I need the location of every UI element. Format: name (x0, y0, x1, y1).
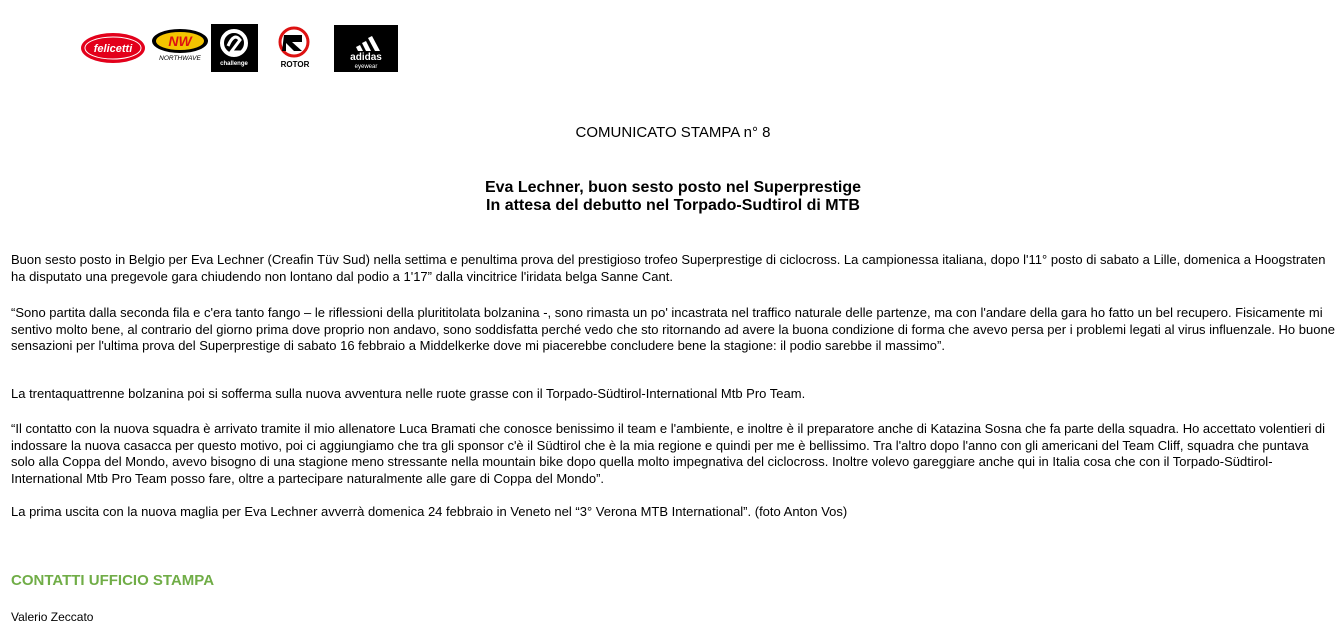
northwave-logo-text: NORTHWAVE (159, 55, 201, 62)
title-line-2: In attesa del debutto nel Torpado-Sudtirol di MTB (486, 197, 860, 214)
press-release-heading: COMUNICATO STAMPA n° 8 (575, 124, 771, 141)
felicetti-logo-text: felicetti (93, 43, 133, 55)
contacts-heading: CONTATTI UFFICIO STAMPA (11, 572, 215, 589)
rotor-logo-text: ROTOR (280, 60, 310, 69)
paragraph-5 (11, 504, 1336, 521)
paragraph-1-text: Buon sesto posto in Belgio per Eva Lechner (Creafin Tüv Sud) nella settima e penultima prova del prestigioso trofeo Superprestige di ciclocross. La campionessa italiana, dopo l'11° posto di sabato a Lille, domenica a Hoogstraten ha disputato una pregevole gara chiudendo non lontano dal podio a 1'17” dalla vincitrice l'iridata belga Sanne Cant. (11, 252, 1326, 284)
challenge-logo-text: challenge (220, 61, 248, 67)
press-release-title (0, 179, 1340, 215)
paragraph-5-text: La prima uscita con la nuova maglia per Eva Lechner avverrà domenica 24 febbraio in Veneto nel “3° Verona MTB International”. (foto Anton Vos) (11, 504, 848, 519)
adidas-sub-text: eyewear (354, 64, 378, 70)
rotor-logo (274, 26, 316, 70)
paragraph-2 (11, 305, 1336, 355)
paragraph-4-text: “Il contatto con la nuova squadra è arrivato tramite il mio allenatore Luca Bramati che conosce benissimo il team e l'ambiente, e inoltre è il preparatore anche di Katazina Sosna che fa parte della squadra. Ho accettato volentieri di indossare la nuova casacca per questo motivo, poi ci aggiungiamo che tra gli sponsor c'è il Südtirol che è la mia regione e quindi per me è bellissimo. Tra l'altro dopo l'anno con gli americani del Team Cliff, squadra che puntava solo alla Coppa del Mondo, avevo bisogno di una stagione meno stressante nella mountain bike dopo quella molto impegnativa del ciclocross. Inoltre volevo gareggiare anche qui in Italia cosa che con il Torpado-Südtirol-International Mtb Pro Team posso fare, oltre a partecipare naturalmente alle gare di Coppa del Mondo”. (11, 421, 1326, 486)
felicetti-logo (80, 32, 146, 64)
contact-name: Valerio Zeccato (11, 610, 94, 624)
adidas-logo-text: adidas (350, 52, 382, 63)
paragraph-3 (11, 386, 1336, 403)
northwave-logo (150, 27, 210, 63)
title-line-1: Eva Lechner, buon sesto posto nel Superprestige (484, 179, 862, 196)
paragraph-3-text: La trentaquattrenne bolzanina poi si sofferma sulla nuova avventura nelle ruote grasse con il Torpado-Südtirol-International Mtb Pro Team. (11, 386, 806, 401)
paragraph-2-text: “Sono partita dalla seconda fila e c'era tanto fango – le riflessioni della plurititolata bolzanina -, sono rimasta un po' incastrata nel traffico naturale delle partenze, ma con l'andare della gara ho fatto un bel recupero. Fisicamente mi sentivo molto bene, al contrario del giorno prima dove proprio non andavo, sono soddisfatta perché vedo che sto ritornando ad avere la buona condizione di forma che avevo persa per i problemi legati al virus influenzale. Ho buone sensazioni per l'ultima prova del Superprestige di sabato 16 febbraio a Middelkerke dove mi piacerebbe concludere bene la stagione: il podio sarebbe il massimo”. (11, 305, 1335, 353)
northwave-mark-text: NW (168, 33, 192, 49)
adidas-eyewear-logo (334, 25, 398, 72)
paragraph-1 (11, 252, 1336, 285)
paragraph-4 (11, 421, 1336, 487)
challenge-logo (211, 24, 258, 72)
